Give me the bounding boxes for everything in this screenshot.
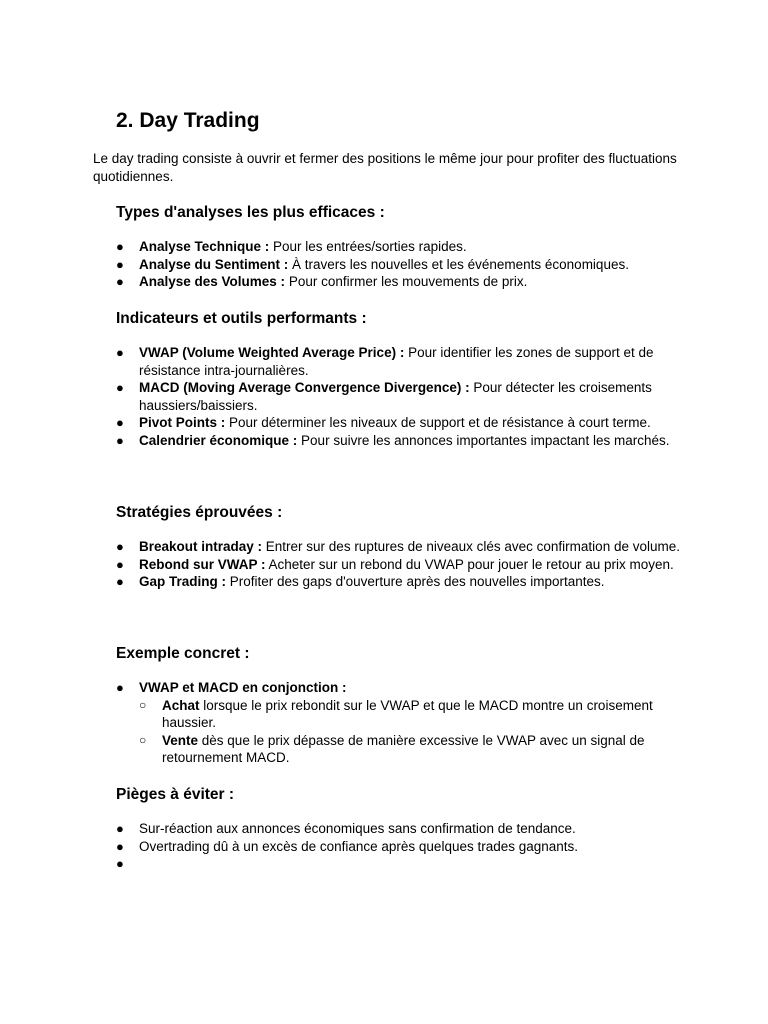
list-item (116, 556, 686, 574)
item-label: MACD (Moving Average Convergence Divergence) : (139, 380, 470, 395)
list-item (116, 573, 686, 591)
bullet-icon: ● (116, 256, 124, 272)
item-label: VWAP et MACD en conjonction : (139, 680, 347, 695)
subitem-label: Achat (162, 697, 200, 713)
list-item (116, 820, 686, 838)
list-item (116, 838, 686, 856)
list-item (116, 432, 686, 450)
bullet-icon: ● (116, 345, 124, 360)
bullet-icon: ● (116, 415, 124, 430)
item-text: Pour identifier les zones de support et de résistance intra-journalières. (139, 345, 654, 378)
list-item (116, 538, 686, 556)
item-text: Pour les entrées/sorties rapides. (269, 239, 467, 254)
item-text: Acheter sur un rebond du VWAP pour jouer le retour au prix moyen. (265, 556, 674, 572)
item-text: Entrer sur des ruptures de niveaux clés avec confirmation de volume. (262, 539, 680, 554)
analyses-list (116, 238, 686, 291)
list-item (116, 273, 686, 291)
item-text: Overtrading dû à un excès de confiance après quelques trades gagnants. (139, 838, 579, 854)
item-label: Analyse Technique : (139, 239, 270, 254)
item-label: Analyse du Sentiment : (139, 256, 289, 272)
bullet-icon: ● (116, 838, 124, 854)
section-heading-strategies: Stratégies éprouvées : (116, 504, 283, 521)
section-heading-analyses: Types d'analyses les plus efficaces : (116, 204, 385, 221)
subitem-label: Vente (162, 732, 199, 748)
sub-list-item (116, 732, 686, 767)
bullet-icon: ● (116, 380, 124, 395)
section-heading-pitfalls: Pièges à éviter : (116, 786, 235, 803)
intro-paragraph: Le day trading consiste à ouvrir et fermer des positions le même jour pour profiter des fluctuations quotidiennes. (93, 151, 677, 184)
item-label: Breakout intraday : (139, 539, 263, 554)
bullet-icon: ● (116, 432, 124, 448)
bullet-icon: ● (116, 680, 124, 695)
item-label: VWAP (Volume Weighted Average Price) : (139, 345, 405, 360)
example-sublist (116, 697, 686, 767)
bullet-icon: ● (116, 274, 124, 289)
strategies-list (116, 538, 686, 591)
item-text: Sur-réaction aux annonces économiques sans confirmation de tendance. (139, 821, 576, 836)
item-text: Pour confirmer les mouvements de prix. (285, 274, 528, 289)
item-label: Calendrier économique : (139, 432, 298, 448)
bullet-icon: ● (116, 539, 124, 554)
list-item (116, 256, 686, 274)
item-text: Pour déterminer les niveaux de support et de résistance à court terme. (225, 415, 651, 430)
pitfalls-list (116, 820, 686, 873)
sub-list-item (116, 697, 686, 732)
item-text: Pour suivre les annonces importantes impactant les marchés. (297, 432, 670, 448)
example-list (116, 679, 686, 767)
hollow-bullet-icon: ○ (139, 697, 147, 712)
list-item (116, 414, 686, 432)
bullet-icon: ● (116, 574, 124, 589)
list-item (116, 238, 686, 256)
item-label: Analyse des Volumes : (139, 274, 286, 289)
section-heading-indicators: Indicateurs et outils performants : (116, 310, 367, 327)
item-text: Profiter des gaps d'ouverture après des nouvelles importantes. (226, 574, 605, 589)
section-heading-example: Exemple concret : (116, 645, 250, 662)
list-item (116, 379, 686, 414)
bullet-icon: ● (116, 856, 124, 871)
item-text: Pour détecter les croisements haussiers/baissiers. (139, 380, 652, 413)
bullet-icon: ● (116, 239, 124, 254)
list-item (116, 679, 686, 767)
item-text: À travers les nouvelles et les événements économiques. (288, 256, 629, 272)
bullet-icon: ● (116, 556, 124, 572)
list-item-empty (116, 855, 686, 873)
item-label: Gap Trading : (139, 574, 227, 589)
indicators-list (116, 344, 686, 449)
bullet-icon: ● (116, 821, 124, 836)
page-title: 2. Day Trading (116, 109, 260, 132)
item-label: Rebond sur VWAP : (139, 556, 266, 572)
item-label: Pivot Points : (139, 415, 226, 430)
hollow-bullet-icon: ○ (139, 732, 147, 747)
list-item (116, 344, 686, 379)
subitem-text: lorsque le prix rebondit sur le VWAP et que le MACD montre un croisement haussier. (162, 697, 653, 730)
subitem-text: dès que le prix dépasse de manière excessive le VWAP avec un signal de retournement MACD. (162, 732, 645, 765)
